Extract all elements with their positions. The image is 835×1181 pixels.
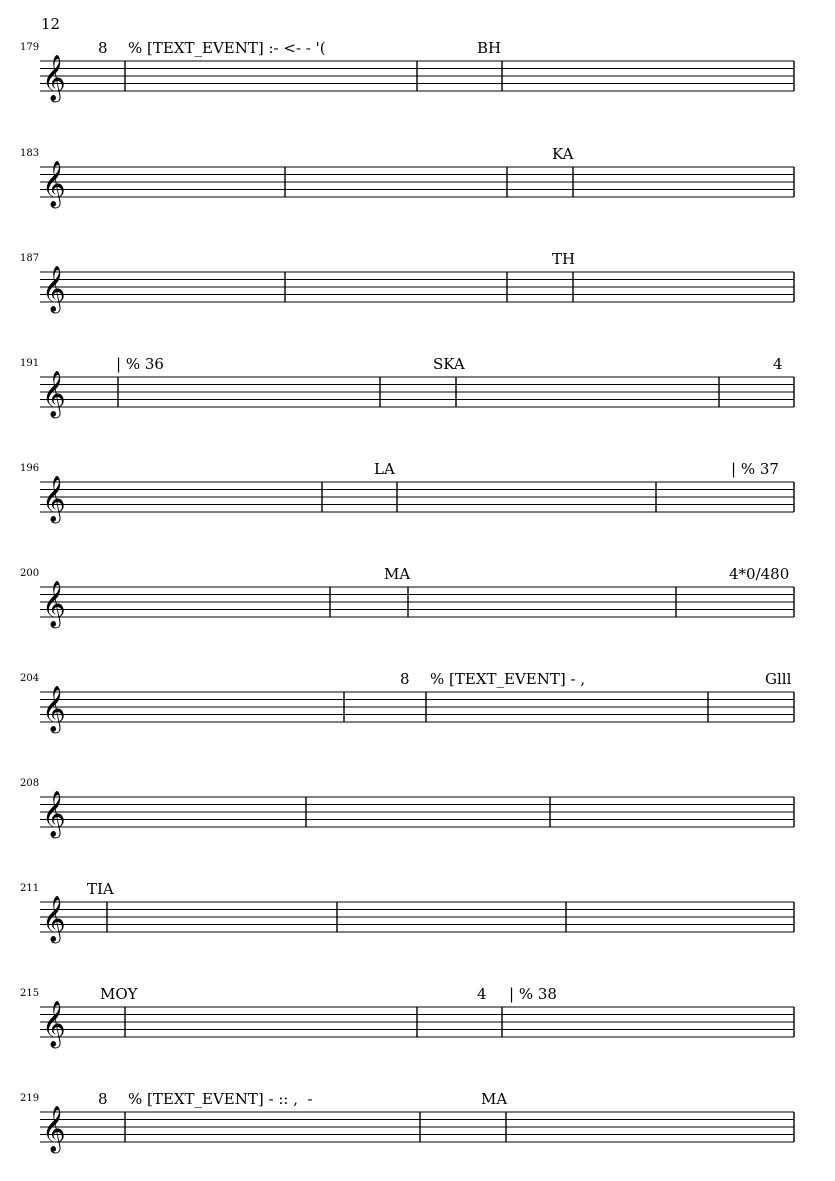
measure-number: 200 [20,568,40,579]
staff-system [0,41,835,111]
annotation-text: 4 [773,355,783,373]
annotation-text: 8 [400,670,410,688]
staff-system [0,567,835,637]
treble-clef-icon: 𝄞 [42,266,66,312]
staff-system [0,252,835,322]
staff [40,672,796,742]
annotation-text: KA [552,145,574,163]
annotation-text: LA [374,460,395,478]
treble-clef-icon: 𝄞 [42,896,66,942]
treble-clef-icon: 𝄞 [42,161,66,207]
annotation-text: % [TEXT_EVENT] - :: , - [128,1090,313,1108]
annotation-text: | % 36 [116,355,164,373]
page-number: 12 [41,15,61,33]
annotation-text: % [TEXT_EVENT] - , [430,670,586,688]
treble-clef-icon: 𝄞 [42,371,66,417]
annotation-text: TH [552,250,576,268]
annotation-text: | % 37 [731,460,779,478]
measure-number: 196 [20,463,40,474]
staff [40,147,796,217]
staff-system [0,147,835,217]
measure-number: 187 [20,253,40,264]
measure-number: 211 [20,883,40,894]
annotation-text: SKA [433,355,465,373]
annotation-text: 4*0/480 [729,565,790,583]
annotation-text: % [TEXT_EVENT] :- <- - '( [128,39,326,57]
annotation-text: 4 [477,985,487,1003]
measure-number: 208 [20,778,40,789]
staff [40,567,796,637]
measure-number: 179 [20,42,40,53]
measure-number: 215 [20,988,40,999]
staff [40,252,796,322]
staff-system [0,462,835,532]
annotation-text: 8 [98,1090,108,1108]
staff-system [0,882,835,952]
measure-number: 219 [20,1093,40,1104]
annotation-text: 8 [98,39,108,57]
staff-system [0,987,835,1057]
staff-system [0,1092,835,1162]
staff-system [0,357,835,427]
measure-number: 204 [20,673,40,684]
annotation-text: | % 38 [509,985,557,1003]
staff-system [0,672,835,742]
measure-number: 191 [20,358,40,369]
annotation-text: BH [477,39,502,57]
treble-clef-icon: 𝄞 [42,476,66,522]
treble-clef-icon: 𝄞 [42,686,66,732]
annotation-text: MA [384,565,411,583]
staff [40,462,796,532]
staff-system [0,777,835,847]
measure-number: 183 [20,148,40,159]
staff [40,882,796,952]
annotation-text: MOY [100,985,138,1003]
annotation-text: MA [481,1090,508,1108]
treble-clef-icon: 𝄞 [42,1106,66,1152]
annotation-text: TIA [87,880,114,898]
treble-clef-icon: 𝄞 [42,1001,66,1047]
treble-clef-icon: 𝄞 [42,581,66,627]
staff [40,987,796,1057]
annotation-text: Glll [765,670,792,688]
staff [40,777,796,847]
treble-clef-icon: 𝄞 [42,55,66,101]
treble-clef-icon: 𝄞 [42,791,66,837]
